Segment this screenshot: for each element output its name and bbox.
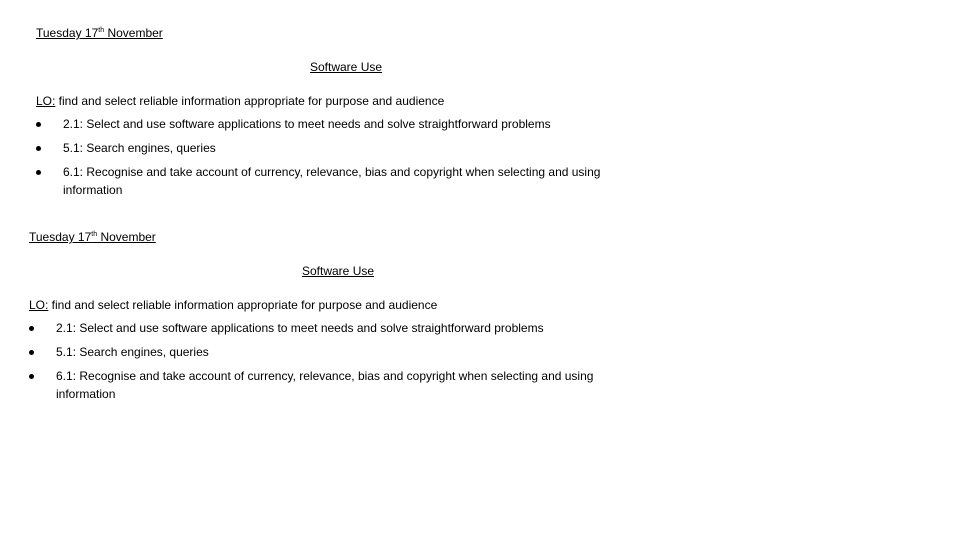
objective-item — [29, 343, 649, 361]
date-suffix: th — [91, 231, 98, 238]
bullet-icon — [29, 374, 34, 379]
objective-item — [36, 163, 656, 199]
date-month: November — [104, 26, 163, 40]
lesson-date — [29, 230, 156, 244]
bullet-icon — [36, 146, 41, 151]
lesson-title: Software Use — [302, 264, 375, 278]
objective-item — [36, 115, 656, 133]
date-month: November — [97, 230, 156, 244]
lesson-date — [36, 26, 163, 40]
lesson-block-1 — [36, 26, 676, 226]
bullet-icon — [29, 326, 34, 331]
bullet-icon — [29, 350, 34, 355]
objective-text: 5.1: Search engines, queries — [63, 141, 216, 155]
date-day: Tuesday 17 — [36, 26, 99, 40]
learning-objective — [36, 94, 444, 108]
objective-list — [36, 115, 656, 199]
bullet-icon — [36, 122, 41, 127]
date-suffix: th — [98, 27, 105, 34]
objective-item — [29, 367, 649, 403]
learning-objective — [29, 298, 437, 312]
bullet-icon — [36, 170, 41, 175]
lesson-block-2 — [29, 230, 669, 430]
objective-item — [29, 319, 649, 337]
objective-text: 2.1: Select and use software applications to meet needs and solve straightforward problems — [56, 321, 544, 335]
lo-text: find and select reliable information appropriate for purpose and audience — [48, 298, 438, 312]
lo-label: LO: — [36, 94, 56, 108]
lo-text: find and select reliable information appropriate for purpose and audience — [55, 94, 445, 108]
date-day: Tuesday 17 — [29, 230, 92, 244]
objective-list — [29, 319, 649, 403]
objective-text: 6.1: Recognise and take account of currency, relevance, bias and copyright when selecting and using information — [63, 165, 601, 197]
lo-label: LO: — [29, 298, 49, 312]
objective-text: 5.1: Search engines, queries — [56, 345, 209, 359]
lesson-title: Software Use — [310, 60, 383, 74]
objective-item — [36, 139, 656, 157]
objective-text: 6.1: Recognise and take account of currency, relevance, bias and copyright when selecting and using information — [56, 369, 594, 401]
objective-text: 2.1: Select and use software applications to meet needs and solve straightforward problems — [63, 117, 551, 131]
